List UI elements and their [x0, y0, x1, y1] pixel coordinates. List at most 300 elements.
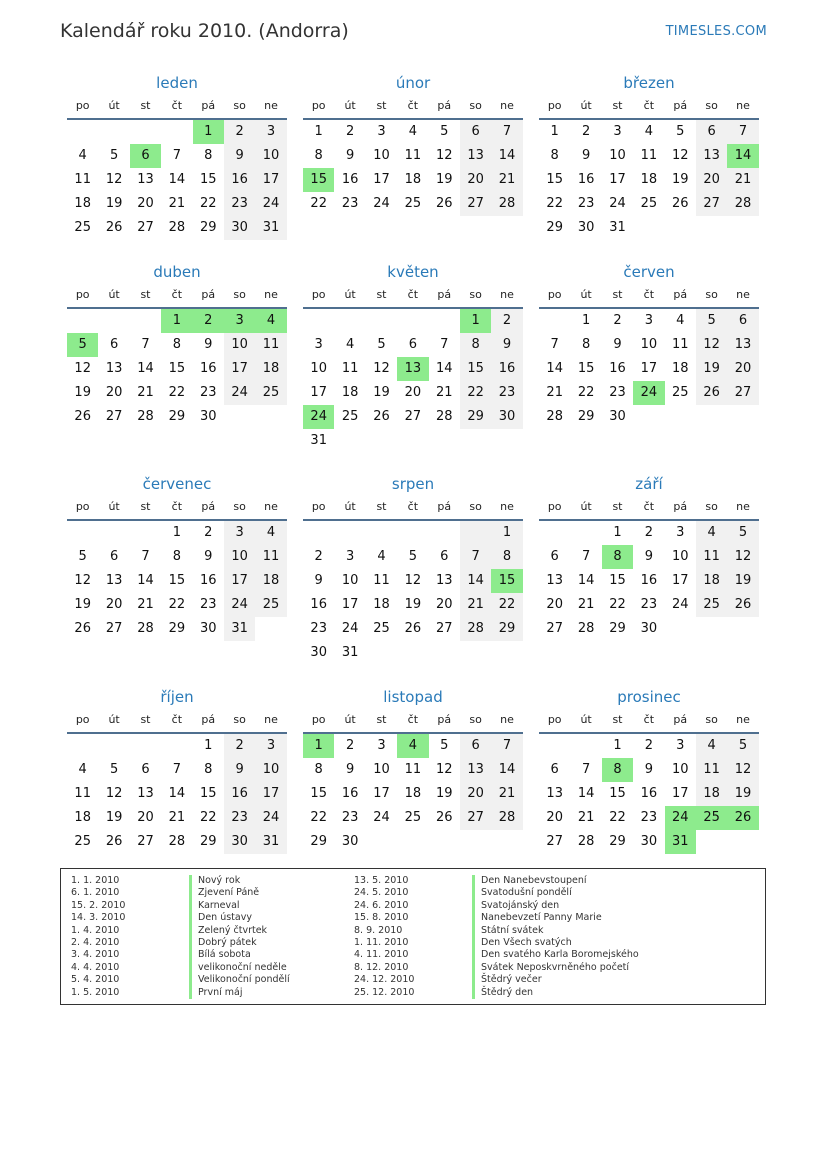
day-cell: 26: [671, 196, 689, 211]
day-cell: 18: [696, 782, 727, 806]
day-cell: 16: [491, 357, 522, 381]
day-cell: 27: [435, 621, 453, 636]
weekday-label: pá: [437, 713, 452, 726]
day-cell: 9: [581, 148, 591, 163]
days-grid: [67, 120, 287, 240]
day-cell: 10: [224, 545, 255, 569]
day-cell: 14: [491, 758, 522, 782]
day-cell: 17: [671, 786, 689, 801]
holiday-day: 5: [67, 333, 98, 357]
weekday-label: so: [469, 99, 482, 112]
day-cell: 7: [550, 337, 559, 352]
day-cell: 23: [310, 621, 327, 636]
day-cell: 6: [727, 309, 758, 333]
day-cell: 4: [255, 521, 286, 545]
weekday-label: pá: [673, 500, 688, 513]
holiday-name: Den Všech svatých: [472, 937, 572, 949]
holiday-day: 25: [696, 806, 727, 830]
day-cell: 11: [671, 337, 689, 352]
day-cell: 9: [644, 762, 653, 777]
weekday-label: út: [580, 713, 592, 726]
month-name: září: [635, 475, 663, 493]
empty-cell: [303, 521, 334, 545]
day-cell: 23: [491, 381, 522, 405]
day-cell: 9: [224, 144, 255, 168]
weekday-label: út: [580, 500, 592, 513]
day-cell: 1: [613, 525, 622, 540]
day-cell: 28: [491, 806, 522, 830]
day-cell: 8: [314, 762, 323, 777]
holiday-day: 15: [303, 168, 334, 192]
holiday-day: 31: [665, 830, 696, 854]
day-cell: 17: [224, 569, 255, 593]
month-block: [303, 262, 523, 453]
day-cell: 5: [109, 762, 119, 777]
month-block: [303, 687, 523, 854]
day-cell: 4: [78, 762, 87, 777]
day-cell: 5: [727, 734, 758, 758]
month-block: [303, 474, 523, 665]
month-block: [539, 687, 759, 854]
day-cell: 7: [581, 549, 591, 564]
month-name: srpen: [391, 475, 435, 493]
day-cell: 4: [377, 549, 386, 564]
day-cell: 1: [550, 124, 559, 139]
empty-cell: [67, 734, 98, 758]
day-cell: 6: [440, 549, 449, 564]
day-cell: 30: [640, 834, 658, 849]
holiday-day: 24: [665, 806, 696, 830]
day-cell: 21: [491, 168, 522, 192]
weekday-label: čt: [407, 500, 419, 513]
day-cell: 3: [345, 549, 355, 564]
day-cell: 25: [255, 593, 286, 617]
day-cell: 14: [577, 573, 595, 588]
days-grid: [303, 120, 523, 216]
day-cell: 18: [404, 172, 422, 187]
day-cell: 21: [577, 810, 595, 825]
day-cell: 29: [168, 409, 186, 424]
empty-cell: [98, 521, 129, 545]
weekday-label: po: [75, 99, 90, 112]
day-cell: 27: [546, 834, 563, 849]
day-cell: 13: [696, 144, 727, 168]
holiday-name: Svatodušní pondělí: [472, 887, 572, 899]
day-cell: 16: [224, 168, 255, 192]
site-link[interactable]: TIMESLES.COM: [665, 24, 767, 39]
day-cell: 28: [577, 621, 595, 636]
month-block: [67, 73, 287, 240]
day-cell: 19: [671, 172, 689, 187]
holiday-day: 15: [491, 569, 522, 593]
holiday-day: 3: [224, 309, 255, 333]
weekday-label: út: [344, 500, 356, 513]
empty-cell: [334, 521, 365, 545]
empty-cell: [334, 309, 365, 333]
holiday-day: 1: [460, 309, 491, 333]
weekday-label: pá: [201, 99, 216, 112]
holiday-day: 24: [633, 381, 664, 405]
day-cell: 20: [105, 385, 123, 400]
day-cell: 16: [199, 361, 217, 376]
day-cell: 11: [255, 333, 286, 357]
day-cell: 5: [78, 549, 87, 564]
empty-cell: [460, 521, 491, 545]
day-cell: 14: [168, 786, 186, 801]
holiday-name: Nový rok: [189, 875, 240, 887]
weekday-label: čt: [171, 288, 183, 301]
day-cell: 1: [204, 738, 213, 753]
day-cell: 2: [224, 120, 255, 144]
holiday-day: 1: [303, 734, 334, 758]
day-cell: 26: [105, 834, 123, 849]
day-cell: 11: [696, 545, 727, 569]
day-cell: 4: [696, 521, 727, 545]
weekday-label: so: [705, 713, 718, 726]
weekday-label: ne: [500, 500, 514, 513]
weekday-label: ne: [500, 713, 514, 726]
day-cell: 10: [640, 337, 658, 352]
weekday-header: [67, 286, 287, 304]
day-cell: 4: [696, 734, 727, 758]
day-cell: 9: [314, 573, 323, 588]
day-cell: 21: [491, 782, 522, 806]
day-cell: 23: [609, 385, 626, 400]
day-cell: 17: [341, 597, 359, 612]
weekday-label: st: [376, 713, 387, 726]
holiday-name: První máj: [189, 987, 243, 999]
month-name: leden: [156, 74, 198, 92]
day-cell: 8: [314, 148, 323, 163]
day-cell: 26: [727, 593, 758, 617]
holiday-name: Štědrý večer: [472, 974, 542, 986]
day-cell: 12: [671, 148, 689, 163]
weekday-label: so: [233, 99, 246, 112]
day-cell: 25: [671, 385, 689, 400]
day-cell: 16: [199, 573, 217, 588]
day-cell: 5: [440, 124, 449, 139]
weekday-label: ne: [736, 99, 750, 112]
day-cell: 5: [676, 124, 685, 139]
weekday-label: so: [705, 99, 718, 112]
weekday-label: ne: [264, 99, 278, 112]
day-cell: 18: [640, 172, 658, 187]
holiday-name: Den svatého Karla Boromejského: [472, 949, 639, 961]
weekday-label: po: [75, 500, 90, 513]
day-cell: 18: [74, 810, 91, 825]
weekday-label: čt: [643, 99, 655, 112]
day-cell: 4: [676, 313, 685, 328]
weekday-label: út: [580, 288, 592, 301]
day-cell: 10: [671, 549, 689, 564]
holiday-day: 4: [255, 309, 286, 333]
day-cell: 19: [435, 172, 453, 187]
weekday-label: út: [344, 288, 356, 301]
day-cell: 12: [74, 573, 91, 588]
days-grid: [539, 734, 759, 854]
month-block: [539, 474, 759, 641]
day-cell: 30: [310, 645, 327, 660]
day-cell: 26: [435, 810, 453, 825]
month-name: únor: [395, 74, 431, 92]
month-block: [67, 262, 287, 429]
day-cell: 8: [581, 337, 591, 352]
day-cell: 15: [609, 573, 626, 588]
day-cell: 8: [204, 148, 213, 163]
day-cell: 2: [644, 738, 653, 753]
holiday-day: 14: [727, 144, 758, 168]
weekday-label: čt: [171, 713, 183, 726]
holiday-name: Nanebevzetí Panny Marie: [472, 912, 602, 924]
holiday-name: Státní svátek: [472, 925, 543, 937]
weekday-label: st: [376, 500, 387, 513]
day-cell: 6: [460, 120, 491, 144]
empty-cell: [67, 120, 98, 144]
day-cell: 26: [435, 196, 453, 211]
empty-cell: [397, 521, 428, 545]
day-cell: 8: [172, 549, 181, 564]
day-cell: 8: [550, 148, 559, 163]
holiday-date: 8. 12. 2010: [354, 961, 409, 973]
weekday-label: so: [233, 713, 246, 726]
day-cell: 19: [727, 569, 758, 593]
day-cell: 23: [224, 806, 255, 830]
day-cell: 17: [224, 357, 255, 381]
day-cell: 17: [640, 361, 658, 376]
day-cell: 7: [460, 545, 491, 569]
day-cell: 4: [345, 337, 355, 352]
day-cell: 21: [137, 597, 154, 612]
day-cell: 13: [727, 333, 758, 357]
day-cell: 18: [255, 569, 286, 593]
day-cell: 12: [727, 758, 758, 782]
day-cell: 12: [727, 545, 758, 569]
day-cell: 10: [671, 762, 689, 777]
holiday-name: Velikonoční pondělí: [189, 974, 290, 986]
day-cell: 20: [546, 597, 563, 612]
page-title: Kalendář roku 2010. (Andorra): [60, 20, 349, 42]
day-cell: 13: [105, 573, 123, 588]
day-cell: 22: [609, 597, 626, 612]
day-cell: 26: [74, 409, 91, 424]
day-cell: 10: [373, 148, 390, 163]
weekday-label: so: [705, 500, 718, 513]
holiday-date: 2. 4. 2010: [71, 936, 120, 948]
day-cell: 2: [581, 124, 591, 139]
weekday-label: pá: [437, 99, 452, 112]
weekday-header: [303, 286, 523, 304]
weekday-label: so: [469, 500, 482, 513]
day-cell: 3: [377, 124, 386, 139]
holiday-date: 24. 12. 2010: [354, 974, 415, 986]
weekday-label: pá: [673, 99, 688, 112]
weekday-label: ne: [736, 713, 750, 726]
day-cell: 30: [199, 409, 217, 424]
empty-cell: [570, 734, 601, 758]
day-cell: 2: [224, 734, 255, 758]
empty-cell: [366, 521, 397, 545]
day-cell: 14: [137, 361, 154, 376]
day-cell: 5: [109, 148, 119, 163]
day-cell: 14: [491, 144, 522, 168]
day-cell: 13: [460, 144, 491, 168]
month-block: [67, 474, 287, 641]
holiday-name: Den ústavy: [189, 912, 252, 924]
day-cell: 4: [408, 124, 417, 139]
day-cell: 30: [491, 405, 522, 429]
day-cell: 15: [168, 361, 186, 376]
holiday-date: 24. 5. 2010: [354, 887, 409, 899]
day-cell: 22: [491, 593, 522, 617]
day-cell: 7: [491, 734, 522, 758]
day-cell: 30: [224, 830, 255, 854]
day-cell: 16: [341, 786, 359, 801]
holiday-date: 4. 11. 2010: [354, 949, 409, 961]
day-cell: 17: [255, 782, 286, 806]
empty-cell: [130, 521, 161, 545]
empty-cell: [429, 309, 460, 333]
day-cell: 21: [577, 597, 595, 612]
days-grid: [67, 734, 287, 854]
month-name: duben: [153, 263, 201, 281]
day-cell: 18: [255, 357, 286, 381]
day-cell: 28: [460, 617, 491, 641]
weekday-header: [539, 711, 759, 729]
day-cell: 16: [310, 597, 327, 612]
day-cell: 22: [460, 381, 491, 405]
day-cell: 18: [373, 597, 390, 612]
day-cell: 23: [640, 810, 658, 825]
day-cell: 2: [491, 309, 522, 333]
month-name: listopad: [383, 688, 443, 706]
empty-cell: [539, 309, 570, 333]
day-cell: 14: [546, 361, 563, 376]
day-cell: 15: [168, 573, 186, 588]
day-cell: 25: [640, 196, 658, 211]
day-cell: 8: [460, 333, 491, 357]
day-cell: 29: [546, 220, 563, 235]
empty-cell: [67, 521, 98, 545]
day-cell: 3: [255, 734, 286, 758]
day-cell: 13: [546, 786, 563, 801]
day-cell: 26: [404, 621, 422, 636]
day-cell: 13: [105, 361, 123, 376]
day-cell: 24: [224, 381, 255, 405]
day-cell: 28: [168, 834, 186, 849]
weekday-label: ne: [500, 288, 514, 301]
day-cell: 9: [224, 758, 255, 782]
day-cell: 14: [435, 361, 453, 376]
day-cell: 27: [727, 381, 758, 405]
day-cell: 3: [255, 120, 286, 144]
day-cell: 9: [491, 333, 522, 357]
day-cell: 21: [168, 196, 186, 211]
day-cell: 28: [491, 192, 522, 216]
day-cell: 28: [435, 409, 453, 424]
day-cell: 22: [310, 196, 327, 211]
weekday-label: po: [547, 713, 562, 726]
day-cell: 19: [435, 786, 453, 801]
day-cell: 10: [341, 573, 359, 588]
day-cell: 30: [341, 834, 359, 849]
day-cell: 11: [404, 762, 422, 777]
day-cell: 20: [460, 782, 491, 806]
day-cell: 9: [204, 337, 213, 352]
day-cell: 25: [74, 220, 91, 235]
weekday-label: st: [612, 288, 623, 301]
weekday-label: po: [311, 500, 326, 513]
weekday-label: čt: [407, 713, 419, 726]
day-cell: 15: [546, 172, 563, 187]
day-cell: 14: [168, 172, 186, 187]
empty-cell: [366, 309, 397, 333]
day-cell: 16: [577, 172, 595, 187]
day-cell: 19: [74, 385, 91, 400]
day-cell: 28: [137, 621, 154, 636]
day-cell: 29: [460, 405, 491, 429]
day-cell: 24: [224, 593, 255, 617]
day-cell: 19: [373, 385, 390, 400]
day-cell: 31: [255, 830, 286, 854]
weekday-label: so: [233, 500, 246, 513]
day-cell: 22: [609, 810, 626, 825]
day-cell: 2: [613, 313, 622, 328]
day-cell: 25: [404, 810, 422, 825]
day-cell: 30: [609, 409, 626, 424]
day-cell: 1: [491, 521, 522, 545]
empty-cell: [570, 521, 601, 545]
day-cell: 15: [199, 786, 217, 801]
holiday-name: Štědrý den: [472, 987, 533, 999]
weekday-header: [67, 498, 287, 516]
weekday-label: út: [344, 99, 356, 112]
day-cell: 20: [435, 597, 453, 612]
day-cell: 2: [644, 525, 653, 540]
weekday-label: čt: [643, 713, 655, 726]
holiday-day: 6: [130, 144, 161, 168]
day-cell: 23: [341, 810, 359, 825]
empty-cell: [67, 309, 98, 333]
day-cell: 15: [199, 172, 217, 187]
day-cell: 25: [255, 381, 286, 405]
day-cell: 29: [310, 834, 327, 849]
day-cell: 20: [137, 196, 154, 211]
day-cell: 30: [224, 216, 255, 240]
days-grid: [539, 120, 759, 240]
holiday-day: 2: [193, 309, 224, 333]
day-cell: 12: [74, 361, 91, 376]
day-cell: 24: [671, 597, 689, 612]
weekday-label: so: [233, 288, 246, 301]
day-cell: 8: [491, 545, 522, 569]
empty-cell: [161, 120, 192, 144]
day-cell: 25: [404, 196, 422, 211]
day-cell: 11: [341, 361, 359, 376]
day-cell: 27: [137, 834, 154, 849]
day-cell: 11: [74, 786, 91, 801]
day-cell: 4: [78, 148, 87, 163]
day-cell: 5: [440, 738, 449, 753]
day-cell: 27: [404, 409, 422, 424]
holiday-day: 24: [303, 405, 334, 429]
day-cell: 28: [137, 409, 154, 424]
day-cell: 13: [137, 786, 154, 801]
day-cell: 31: [224, 617, 255, 641]
day-cell: 5: [727, 521, 758, 545]
holiday-name: Zelený čtvrtek: [189, 925, 267, 937]
day-cell: 21: [137, 385, 154, 400]
day-cell: 6: [460, 734, 491, 758]
